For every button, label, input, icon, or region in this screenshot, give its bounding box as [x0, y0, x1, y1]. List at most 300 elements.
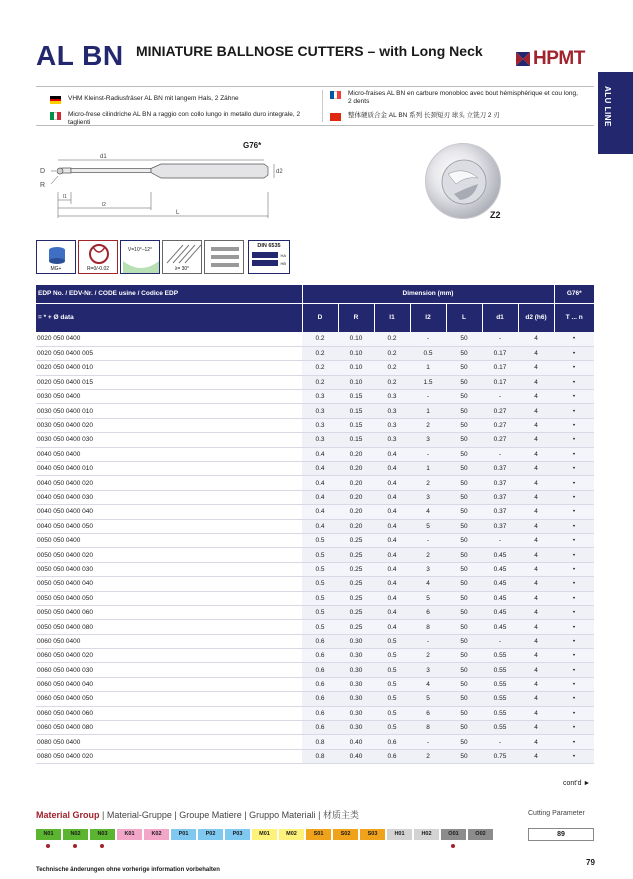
table-row	[36, 620, 594, 634]
table-cell: -	[410, 533, 446, 547]
table-row	[36, 519, 594, 533]
table-cell: 0.55	[482, 706, 518, 720]
table-cell: 4	[518, 562, 554, 576]
table-row	[36, 332, 594, 346]
material-group-title-bold: Material Group	[36, 810, 100, 820]
edp-cell: 0030 050 0400 030	[36, 433, 302, 447]
brand-name: HPMT	[533, 48, 585, 69]
table-cell: 0.17	[482, 361, 518, 375]
table-cell: 0.5	[374, 692, 410, 706]
table-cell: 50	[446, 390, 482, 404]
table-row	[36, 735, 594, 749]
edp-cell: 0020 050 0400 005	[36, 346, 302, 360]
table-cell: 4	[518, 605, 554, 619]
edp-cell: 0050 050 0400 060	[36, 605, 302, 619]
table-row	[36, 375, 594, 389]
table-cell: 0.20	[338, 505, 374, 519]
table-cell: 0.30	[338, 663, 374, 677]
material-group-row	[36, 829, 495, 840]
table-row	[36, 706, 594, 720]
edp-cell: 0020 050 0400 015	[36, 375, 302, 389]
table-cell: •	[554, 519, 594, 533]
table-cell: 0.20	[338, 490, 374, 504]
table-cell: 0.17	[482, 346, 518, 360]
table-cell: 0.3	[374, 433, 410, 447]
table-cell: •	[554, 462, 594, 476]
table-cell: 4	[518, 663, 554, 677]
table-cell: 6	[410, 605, 446, 619]
table-cell: 0.25	[338, 620, 374, 634]
table-cell: 50	[446, 346, 482, 360]
table-cell: 0.20	[338, 519, 374, 533]
table-cell: 0.2	[374, 332, 410, 346]
table-cell: 0.6	[302, 663, 338, 677]
mg-icon	[36, 240, 76, 274]
material-h01: H01	[387, 829, 412, 840]
din-icon	[248, 240, 290, 274]
edp-cell: 0030 050 0400 010	[36, 404, 302, 418]
table-cell: 0.40	[338, 735, 374, 749]
table-row	[36, 548, 594, 562]
edp-cell: 0060 050 0400 080	[36, 721, 302, 735]
label-l2: l2	[102, 202, 106, 208]
table-cell: 0.5	[374, 706, 410, 720]
product-subtitle: MINIATURE BALLNOSE CUTTERS – with Long Neck	[136, 43, 483, 59]
table-cell: 4	[518, 447, 554, 461]
material-n01: N01	[36, 829, 61, 840]
table-cell: 0.4	[302, 505, 338, 519]
table-cell: 0.5	[302, 533, 338, 547]
table-cell: 2	[410, 418, 446, 432]
table-cell: 0.2	[302, 346, 338, 360]
table-row	[36, 361, 594, 375]
table-row	[36, 721, 594, 735]
brand-logo	[516, 48, 585, 70]
table-cell: •	[554, 634, 594, 648]
table-cell: 0.5	[374, 663, 410, 677]
table-cell: 1	[410, 462, 446, 476]
table-cell: 50	[446, 490, 482, 504]
table-cell: -	[482, 634, 518, 648]
table-row	[36, 533, 594, 547]
edp-cell: 0040 050 0400 040	[36, 505, 302, 519]
table-cell: 0.55	[482, 692, 518, 706]
material-k02: K02	[144, 829, 169, 840]
table-cell: 0.6	[374, 749, 410, 763]
table-cell: 0.25	[338, 591, 374, 605]
table-cell: 0.4	[374, 548, 410, 562]
header-edp: EDP No. / EDV-Nr. / CODE usine / Codice EDP	[36, 285, 302, 303]
label-d1: d1	[100, 154, 107, 160]
col-L: L	[446, 303, 482, 332]
grade-label: G76*	[243, 141, 262, 150]
header-grade: G76*	[554, 285, 594, 303]
table-cell: 0.4	[374, 620, 410, 634]
material-o02: O02	[468, 829, 493, 840]
table-cell: 0.37	[482, 519, 518, 533]
table-cell: 0.3	[302, 390, 338, 404]
edp-cell: 0060 050 0400 030	[36, 663, 302, 677]
table-cell: 0.25	[338, 562, 374, 576]
table-cell: 4	[410, 505, 446, 519]
table-cell: 0.20	[338, 476, 374, 490]
table-row	[36, 605, 594, 619]
table-cell: 0.25	[338, 533, 374, 547]
table-cell: 1	[410, 361, 446, 375]
material-p01: P01	[171, 829, 196, 840]
table-cell: 50	[446, 620, 482, 634]
table-cell: •	[554, 447, 594, 461]
table-cell: 50	[446, 462, 482, 476]
table-cell: 4	[518, 548, 554, 562]
table-cell: 0.30	[338, 677, 374, 691]
table-row	[36, 433, 594, 447]
table-cell: 50	[446, 735, 482, 749]
side-tab	[598, 72, 633, 154]
table-cell: 0.4	[374, 605, 410, 619]
col-D: D	[302, 303, 338, 332]
brand-mark-icon	[516, 52, 530, 66]
table-cell: 4	[518, 332, 554, 346]
table-cell: 0.3	[374, 390, 410, 404]
table-cell: -	[410, 332, 446, 346]
table-cell: 0.30	[338, 649, 374, 663]
table-cell: 0.27	[482, 433, 518, 447]
table-cell: 50	[446, 605, 482, 619]
table-row	[36, 476, 594, 490]
table-cell: •	[554, 346, 594, 360]
table-row	[36, 447, 594, 461]
table-cell: 0.8	[302, 735, 338, 749]
edp-cell: 0080 050 0400	[36, 735, 302, 749]
table-cell: 0.27	[482, 404, 518, 418]
table-cell: 0.2	[302, 375, 338, 389]
table-cell: 5	[410, 519, 446, 533]
table-cell: 0.55	[482, 663, 518, 677]
table-cell: 0.45	[482, 605, 518, 619]
mg-label: MG+	[50, 266, 62, 272]
table-cell: 6	[410, 706, 446, 720]
table-cell: 0.2	[374, 346, 410, 360]
table-cell: •	[554, 332, 594, 346]
table-cell: •	[554, 735, 594, 749]
table-cell: 0.5	[374, 677, 410, 691]
table-cell: 2	[410, 649, 446, 663]
table-row	[36, 649, 594, 663]
table-cell: 50	[446, 519, 482, 533]
table-cell: 50	[446, 533, 482, 547]
edp-cell: 0050 050 0400 050	[36, 591, 302, 605]
label-L: L	[176, 210, 180, 216]
product-table-body	[36, 332, 594, 764]
table-cell: 0.37	[482, 505, 518, 519]
material-dot-n02	[73, 844, 77, 848]
table-cell: 0.20	[338, 462, 374, 476]
table-row	[36, 634, 594, 648]
table-cell: 0.2	[374, 361, 410, 375]
table-cell: •	[554, 433, 594, 447]
table-row	[36, 418, 594, 432]
table-cell: 4	[410, 577, 446, 591]
table-row	[36, 692, 594, 706]
table-cell: 0.37	[482, 490, 518, 504]
material-s03: S03	[360, 829, 385, 840]
table-cell: 4	[518, 404, 554, 418]
table-cell: 0.6	[302, 706, 338, 720]
table-row	[36, 577, 594, 591]
table-cell: 0.25	[338, 548, 374, 562]
table-cell: 2	[410, 476, 446, 490]
page-number: 79	[586, 858, 595, 867]
table-cell: 0.5	[302, 577, 338, 591]
lang-text-fr: Micro-fraises AL BN en carbure monobloc avec bout hémisphérique et cou long, 2 dents	[348, 90, 578, 105]
table-cell: 3	[410, 433, 446, 447]
table-cell: 4	[518, 375, 554, 389]
table-cell: 0.55	[482, 649, 518, 663]
material-k01: K01	[117, 829, 142, 840]
table-cell: 0.5	[374, 634, 410, 648]
table-cell: 4	[518, 533, 554, 547]
continued-note: cont'd ►	[563, 780, 591, 787]
table-cell: 0.20	[338, 447, 374, 461]
table-cell: •	[554, 591, 594, 605]
table-cell: -	[410, 390, 446, 404]
cutting-parameter-value: 89	[528, 828, 594, 841]
table-cell: 0.4	[374, 533, 410, 547]
table-cell: 0.45	[482, 620, 518, 634]
table-cell: 50	[446, 418, 482, 432]
footer-note: Technische änderungen ohne vorherige information vorbehalten	[36, 867, 220, 873]
lang-de	[50, 95, 310, 104]
table-row	[36, 490, 594, 504]
table-cell: 4	[518, 462, 554, 476]
table-cell: •	[554, 562, 594, 576]
table-cell: •	[554, 476, 594, 490]
edp-cell: 0050 050 0400	[36, 533, 302, 547]
material-p02: P02	[198, 829, 223, 840]
edp-cell: 0040 050 0400 010	[36, 462, 302, 476]
table-cell: 5	[410, 692, 446, 706]
material-dot-n01	[46, 844, 50, 848]
table-cell: 4	[518, 634, 554, 648]
material-o01: O01	[441, 829, 466, 840]
table-cell: 4	[518, 361, 554, 375]
table-cell: •	[554, 505, 594, 519]
table-cell: -	[410, 634, 446, 648]
table-cell: 50	[446, 433, 482, 447]
table-cell: 1.5	[410, 375, 446, 389]
table-cell: 4	[518, 677, 554, 691]
table-cell: •	[554, 418, 594, 432]
lang-fr	[330, 90, 580, 106]
col-R: R	[338, 303, 374, 332]
shank-icon	[204, 240, 244, 274]
table-cell: 0.3	[302, 433, 338, 447]
table-cell: •	[554, 649, 594, 663]
table-cell: 50	[446, 562, 482, 576]
material-s02: S02	[333, 829, 358, 840]
table-cell: •	[554, 692, 594, 706]
table-cell: 0.40	[338, 749, 374, 763]
table-cell: 50	[446, 548, 482, 562]
table-cell: 0.55	[482, 721, 518, 735]
material-group-title-rest: | Material-Gruppe | Groupe Matiere | Gruppo Materiali | 材质主类	[99, 810, 359, 820]
table-cell: 0.4	[302, 519, 338, 533]
table-cell: 0.4	[374, 447, 410, 461]
label-l1: l1	[63, 194, 67, 200]
table-cell: 0.4	[302, 447, 338, 461]
table-cell: 50	[446, 749, 482, 763]
material-dot-o01	[451, 844, 455, 848]
table-cell: 50	[446, 361, 482, 375]
table-cell: •	[554, 375, 594, 389]
edp-cell: 0050 050 0400 030	[36, 562, 302, 576]
table-cell: 50	[446, 505, 482, 519]
table-cell: 0.30	[338, 634, 374, 648]
table-cell: 0.4	[302, 476, 338, 490]
table-cell: 0.4	[374, 505, 410, 519]
france-flag-icon	[330, 91, 341, 99]
edp-cell: 0080 050 0400 020	[36, 749, 302, 763]
ballnose-end-icon	[426, 144, 502, 220]
table-row	[36, 390, 594, 404]
material-n03: N03	[90, 829, 115, 840]
table-cell: -	[410, 735, 446, 749]
table-cell: 50	[446, 677, 482, 691]
table-cell: 0.6	[302, 692, 338, 706]
table-cell: 2	[410, 749, 446, 763]
table-row	[36, 462, 594, 476]
edp-cell: 0050 050 0400 020	[36, 548, 302, 562]
table-cell: 0.6	[374, 735, 410, 749]
italy-flag-icon	[50, 112, 61, 120]
table-cell: 0.10	[338, 332, 374, 346]
edp-cell: 0060 050 0400 060	[36, 706, 302, 720]
edp-cell: 0030 050 0400	[36, 390, 302, 404]
label-R: R	[40, 182, 46, 189]
table-cell: 0.2	[302, 332, 338, 346]
table-cell: 0.5	[302, 591, 338, 605]
table-cell: •	[554, 721, 594, 735]
header-edp-sub: = * + Ø data	[36, 303, 302, 332]
table-cell: 0.5	[302, 548, 338, 562]
table-cell: 0.4	[374, 562, 410, 576]
table-cell: 4	[518, 490, 554, 504]
material-s01: S01	[306, 829, 331, 840]
table-cell: 4	[518, 749, 554, 763]
material-m01: M01	[252, 829, 277, 840]
material-m02: M02	[279, 829, 304, 840]
table-cell: 50	[446, 332, 482, 346]
material-n02: N02	[63, 829, 88, 840]
table-row	[36, 404, 594, 418]
table-cell: 0.6	[302, 649, 338, 663]
table-cell: 50	[446, 721, 482, 735]
table-cell: 0.4	[374, 519, 410, 533]
table-cell: 4	[518, 577, 554, 591]
table-row	[36, 663, 594, 677]
material-h02: H02	[414, 829, 439, 840]
table-row	[36, 591, 594, 605]
table-cell: 0.45	[482, 591, 518, 605]
table-cell: 0.15	[338, 390, 374, 404]
table-cell: -	[482, 533, 518, 547]
table-cell: 4	[518, 649, 554, 663]
table-cell: 8	[410, 721, 446, 735]
table-cell: •	[554, 749, 594, 763]
tool-end-view-image	[425, 143, 501, 219]
table-cell: 0.5	[302, 562, 338, 576]
table-cell: •	[554, 605, 594, 619]
table-cell: 3	[410, 490, 446, 504]
label-d2: d2	[276, 169, 283, 175]
table-cell: 0.55	[482, 677, 518, 691]
table-cell: •	[554, 706, 594, 720]
edp-cell: 0040 050 0400 050	[36, 519, 302, 533]
table-cell: 4	[518, 476, 554, 490]
material-p03: P03	[225, 829, 250, 840]
table-cell: 0.2	[302, 361, 338, 375]
lang-text-de: VHM Kleinst-Radiusfräser AL BN mit langem Hals, 2 Zähne	[68, 95, 239, 102]
language-descriptions	[36, 86, 594, 126]
col-grade-stock: T ... n	[554, 303, 594, 332]
table-cell: 0.4	[302, 462, 338, 476]
table-cell: 0.37	[482, 462, 518, 476]
table-cell: 0.6	[302, 677, 338, 691]
table-cell: 0.6	[302, 634, 338, 648]
table-cell: 3	[410, 562, 446, 576]
table-cell: 0.8	[302, 749, 338, 763]
table-cell: 0.3	[374, 404, 410, 418]
table-cell: 0.4	[374, 577, 410, 591]
table-cell: 0.45	[482, 577, 518, 591]
edp-cell: 0060 050 0400	[36, 634, 302, 648]
table-cell: 4	[518, 433, 554, 447]
edp-cell: 0040 050 0400 020	[36, 476, 302, 490]
table-cell: 0.45	[482, 548, 518, 562]
table-cell: 50	[446, 706, 482, 720]
edp-cell: 0030 050 0400 020	[36, 418, 302, 432]
table-cell: 3	[410, 663, 446, 677]
table-cell: 0.30	[338, 692, 374, 706]
table-cell: 4	[518, 692, 554, 706]
table-cell: 50	[446, 375, 482, 389]
edp-cell: 0040 050 0400 030	[36, 490, 302, 504]
table-cell: 0.75	[482, 749, 518, 763]
table-cell: 0.4	[374, 591, 410, 605]
edp-cell: 0060 050 0400 020	[36, 649, 302, 663]
table-cell: 0.15	[338, 433, 374, 447]
table-cell: 0.30	[338, 706, 374, 720]
edp-cell: 0060 050 0400 050	[36, 692, 302, 706]
table-cell: 4	[518, 591, 554, 605]
table-cell: 50	[446, 591, 482, 605]
table-cell: •	[554, 404, 594, 418]
table-cell: 0.5	[410, 346, 446, 360]
table-cell: 4	[518, 721, 554, 735]
lang-it	[50, 111, 310, 127]
edp-cell: 0050 050 0400 040	[36, 577, 302, 591]
table-cell: 50	[446, 577, 482, 591]
din-ha-label: HA	[280, 252, 286, 258]
table-row	[36, 749, 594, 763]
flute-count: Z2	[490, 210, 501, 220]
table-cell: -	[410, 447, 446, 461]
table-cell: 0.37	[482, 476, 518, 490]
table-cell: 0.17	[482, 375, 518, 389]
col-l1: l1	[374, 303, 410, 332]
table-cell: 4	[518, 706, 554, 720]
